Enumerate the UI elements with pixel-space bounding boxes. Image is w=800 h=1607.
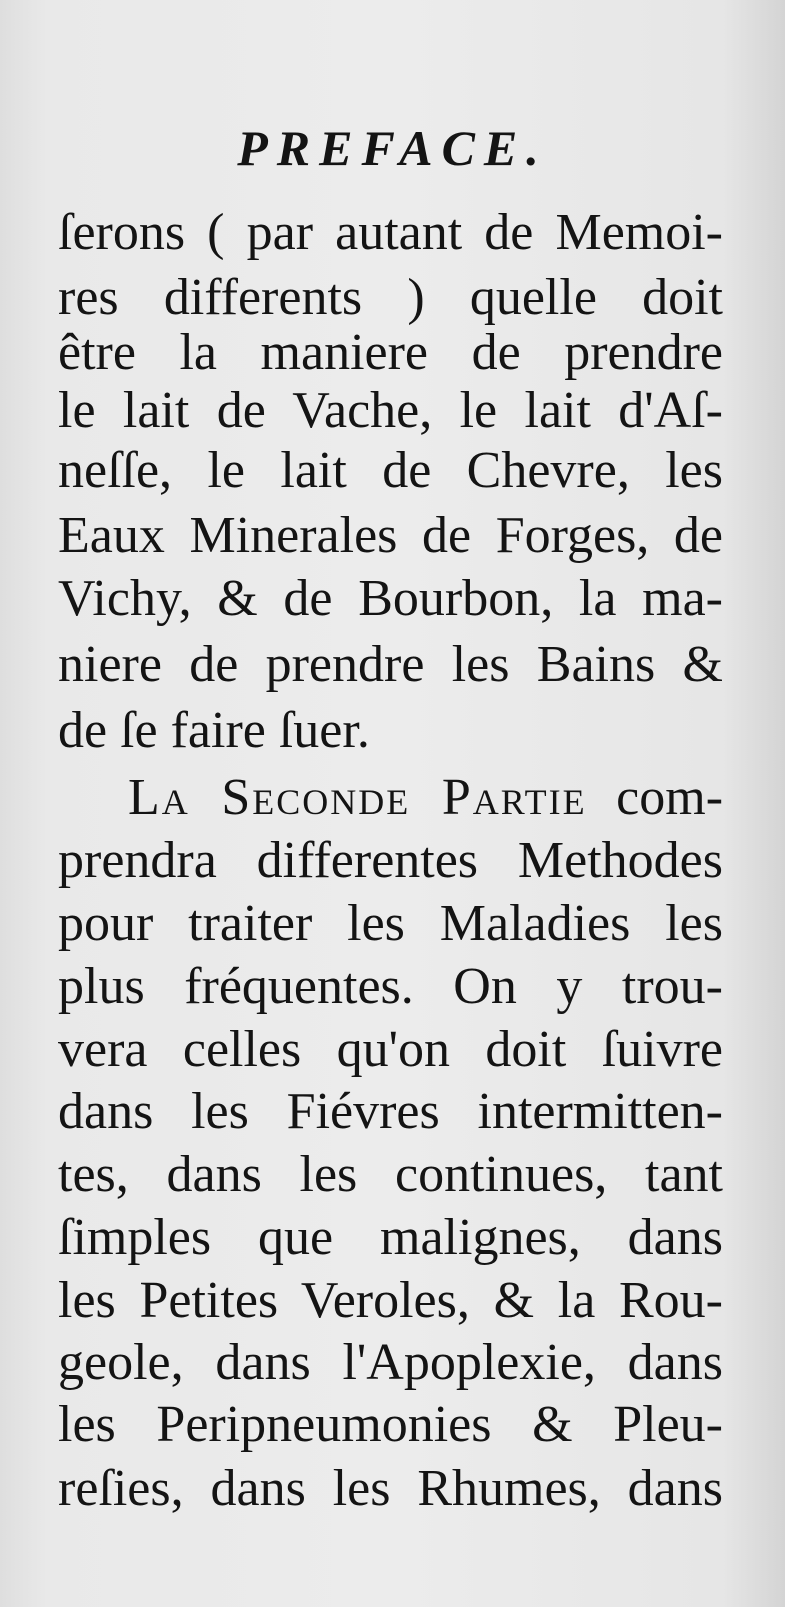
text-line: geole, dans l'Apoplexie, dans [58,1334,723,1391]
page-margin [785,0,800,1607]
section-heading: La Seconde Partie [128,769,587,826]
text-line: ſimples que malignes, dans [58,1209,723,1266]
text-line: dans les Fiévres intermitten- [58,1083,723,1140]
text-line: plus fréquentes. On y trou- [58,958,723,1015]
text-line: les Petites Veroles, & la Rou- [58,1272,723,1329]
section-start-line [128,765,723,831]
text-line: Eaux Minerales de Forges, de [58,507,723,564]
text-line: niere de prendre les Bains & [58,636,723,693]
text-line: de ſe faire ſuer. [58,702,370,759]
text-line: pour traiter les Maladies les [58,895,723,952]
text-line: être la maniere de prendre [58,324,723,381]
text-line: ſerons ( par autant de Memoi- [58,204,723,261]
text-line: res differents ) quelle doit [58,269,723,326]
text-line: vera celles qu'on doit ſuivre [58,1021,723,1078]
text-fragment: com- [586,769,724,826]
text-line: tes, dans les continues, tant [58,1146,723,1203]
text-line: le lait de Vache, le lait d'Aſ- [58,382,723,439]
text-line: les Peripneumonies & Pleu- [58,1396,723,1453]
text-line: reſies, dans les Rhumes, dans [58,1460,723,1517]
text-line: Vichy, & de Bourbon, la ma- [58,570,723,627]
text-line: neſſe, le lait de Chevre, les [58,442,723,499]
text-line: prendra differentes Methodes [58,832,723,889]
running-head: PREFACE. [237,120,548,176]
